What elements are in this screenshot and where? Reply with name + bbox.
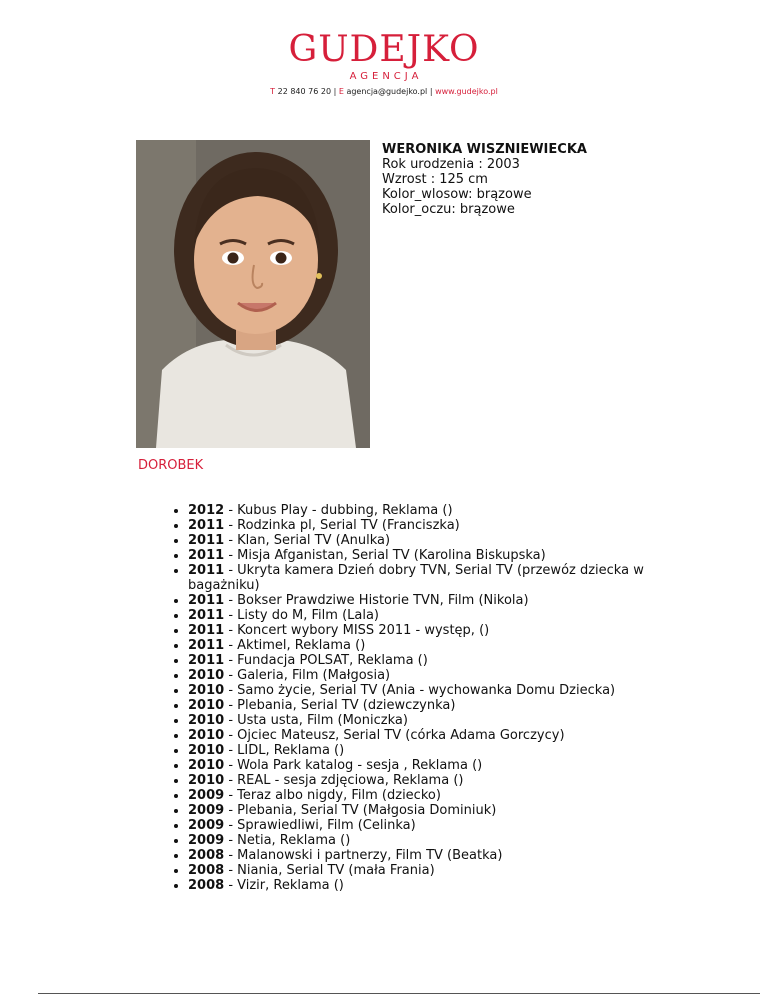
- list-item: • 2011 - Klan, Serial TV (Anulka): [188, 533, 658, 548]
- list-item: • 2010 - LIDL, Reklama (): [188, 743, 658, 758]
- email-label: E: [338, 87, 344, 96]
- height: Wzrost : 125 cm: [382, 172, 488, 187]
- section-title: DOROBEK: [138, 458, 204, 473]
- contact-line: [0, 87, 768, 96]
- list-item: • 2011 - Ukryta kamera Dzień dobry TVN, Serial TV (przewóz dziecka w bagażniku): [188, 563, 658, 593]
- list-item: • 2010 - Galeria, Film (Małgosia): [188, 668, 658, 683]
- birth-year: Rok urodzenia : 2003: [382, 157, 520, 172]
- profile-photo-illustration: [136, 140, 370, 448]
- list-item: • 2012 - Kubus Play - dubbing, Reklama (): [188, 503, 658, 518]
- list-item: • 2011 - Bokser Prawdziwe Historie TVN, Film (Nikola): [188, 593, 658, 608]
- email-link[interactable]: agencja@gudejko.pl: [346, 87, 428, 96]
- list-item: • 2009 - Netia, Reklama (): [188, 833, 658, 848]
- phone-number: 22 840 76 20: [277, 87, 332, 96]
- list-item: • 2009 - Teraz albo nigdy, Film (dziecko): [188, 788, 658, 803]
- credits-list: [170, 503, 658, 893]
- list-item: • 2009 - Plebania, Serial TV (Małgosia Dominiuk): [188, 803, 658, 818]
- website-link[interactable]: www.gudejko.pl: [435, 87, 498, 96]
- logo-main-text: GUDEJKO: [288, 29, 480, 70]
- profile-details: [382, 142, 587, 217]
- list-item: • 2010 - Wola Park katalog - sesja , Reklama (): [188, 758, 658, 773]
- agency-logo: [0, 30, 768, 84]
- list-item: • 2008 - Niania, Serial TV (mała Frania): [188, 863, 658, 878]
- model-name: WERONIKA WISZNIEWIECKA: [382, 142, 587, 157]
- list-item: • 2010 - REAL - sesja zdjęciowa, Reklama (): [188, 773, 658, 788]
- list-item: • 2008 - Malanowski i partnerzy, Film TV (Beatka): [188, 848, 658, 863]
- list-item: • 2011 - Aktimel, Reklama (): [188, 638, 658, 653]
- list-item: • 2010 - Ojciec Mateusz, Serial TV (córka Adama Gorczycy): [188, 728, 658, 743]
- phone-label: T: [270, 87, 276, 96]
- contact-separator: |: [333, 87, 337, 96]
- logo-sub-text: AGENCJA: [349, 71, 423, 82]
- list-item: • 2011 - Fundacja POLSAT, Reklama (): [188, 653, 658, 668]
- profile-photo: [136, 140, 370, 448]
- list-item: • 2009 - Sprawiedliwi, Film (Celinka): [188, 818, 658, 833]
- hair-color: Kolor_wlosow: brązowe: [382, 187, 532, 202]
- list-item: • 2010 - Usta usta, Film (Moniczka): [188, 713, 658, 728]
- list-item: • 2010 - Plebania, Serial TV (dziewczynka): [188, 698, 658, 713]
- list-item: • 2008 - Vizir, Reklama (): [188, 878, 658, 893]
- list-item: • 2011 - Koncert wybory MISS 2011 - występ, (): [188, 623, 658, 638]
- eye-color: Kolor_oczu: brązowe: [382, 202, 515, 217]
- contact-separator: |: [429, 87, 433, 96]
- list-item: • 2011 - Listy do M, Film (Lala): [188, 608, 658, 623]
- list-item: • 2011 - Misja Afganistan, Serial TV (Karolina Biskupska): [188, 548, 658, 563]
- list-item: • 2011 - Rodzinka pl, Serial TV (Franciszka): [188, 518, 658, 533]
- list-item: • 2010 - Samo życie, Serial TV (Ania - wychowanka Domu Dziecka): [188, 683, 658, 698]
